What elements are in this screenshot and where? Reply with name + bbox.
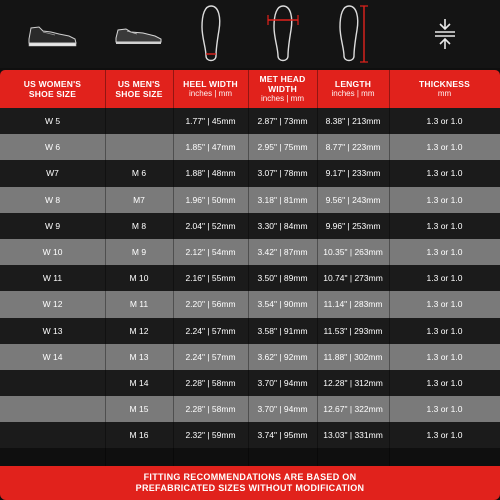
table-row (0, 291, 500, 317)
cell-met: 3.07" | 78mm (257, 168, 308, 179)
cell-met: 3.70" | 94mm (257, 404, 308, 415)
header-line: MET HEAD WIDTH (259, 74, 306, 94)
table-row (0, 239, 500, 265)
cell-men: M 12 (129, 325, 149, 336)
cell-heel: 1.88" | 48mm (185, 168, 236, 179)
table-row (0, 187, 500, 213)
footer-line: PREFABRICATED SIZES WITHOUT MODIFICATION (135, 483, 365, 493)
cell-met: 3.58" | 91mm (257, 325, 308, 336)
cell-thickness: 1.3 or 1.0 (426, 168, 463, 179)
header-line: SHOE SIZE (115, 89, 163, 99)
column-divider (389, 70, 390, 466)
table-body (0, 108, 500, 448)
cell-length: 9.96" | 253mm (325, 220, 381, 231)
cell-men: M 13 (129, 351, 149, 362)
cell-length: 11.53" | 293mm (323, 325, 383, 336)
cell-length: 10.74" | 273mm (323, 273, 383, 284)
cell-thickness: 1.3 or 1.0 (426, 142, 463, 153)
cell-men (105, 134, 173, 160)
cell-met: 3.54" | 90mm (257, 299, 308, 310)
table-row (0, 160, 500, 186)
cell-length: 8.77" | 223mm (325, 142, 381, 153)
cell-thickness: 1.3 or 1.0 (426, 325, 463, 336)
table-row (0, 108, 500, 134)
cell-men: M 15 (129, 404, 149, 415)
cell-thickness: 1.3 or 1.0 (426, 404, 463, 415)
cell-women (0, 370, 105, 396)
cell-men: M 9 (131, 247, 147, 258)
cell-men: M 16 (129, 430, 149, 441)
cell-heel: 2.24" | 57mm (185, 325, 236, 336)
table-row (0, 134, 500, 160)
table-row (0, 370, 500, 396)
cell-men: M 10 (129, 273, 149, 284)
cell-length: 10.35" | 263mm (323, 247, 383, 258)
womens-shoe-icon (0, 0, 105, 68)
cell-thickness: 1.3 or 1.0 (426, 220, 463, 231)
header-line: LENGTH (334, 79, 372, 89)
header-heel-width (173, 70, 248, 108)
header-unit: mm (437, 89, 452, 98)
header-unit: inches | mm (331, 89, 375, 98)
cell-women (0, 422, 105, 448)
cell-met: 3.74" | 95mm (257, 430, 308, 441)
cell-women: W 10 (42, 247, 63, 258)
cell-thickness: 1.3 or 1.0 (426, 299, 463, 310)
cell-met: 3.42" | 87mm (257, 247, 308, 258)
table-header (0, 70, 500, 108)
cell-women: W 6 (44, 142, 61, 153)
header-thickness (389, 70, 500, 108)
met-head-width-insole-icon (248, 0, 317, 68)
column-divider (105, 70, 106, 466)
cell-women (0, 396, 105, 422)
cell-heel: 2.32" | 59mm (185, 430, 236, 441)
cell-length: 11.88" | 302mm (323, 351, 383, 362)
cell-heel: 2.04" | 52mm (185, 220, 236, 231)
cell-heel: 1.85" | 47mm (185, 142, 236, 153)
header-line: SHOE SIZE (28, 89, 77, 99)
cell-heel: 2.16" | 55mm (185, 273, 236, 284)
cell-heel: 1.77" | 45mm (185, 116, 236, 127)
cell-thickness: 1.3 or 1.0 (426, 377, 463, 388)
cell-men: M7 (133, 194, 145, 205)
cell-men: M 8 (131, 220, 147, 231)
cell-men: M 6 (131, 168, 147, 179)
header-line: HEEL WIDTH (183, 79, 238, 89)
cell-thickness: 1.3 or 1.0 (426, 247, 463, 258)
cell-thickness: 1.3 or 1.0 (426, 430, 463, 441)
header-line: US MEN'S (117, 79, 161, 89)
cell-met: 3.62" | 92mm (257, 351, 308, 362)
cell-thickness: 1.3 or 1.0 (426, 116, 463, 127)
cell-men: M 14 (129, 377, 149, 388)
cell-length: 9.17" | 233mm (325, 168, 381, 179)
cell-heel: 2.20" | 56mm (185, 299, 236, 310)
mens-shoe-icon (105, 0, 173, 68)
header-unit: inches | mm (261, 94, 304, 103)
table-row (0, 344, 500, 370)
cell-length: 12.28" | 312mm (323, 377, 383, 388)
cell-women: W 11 (42, 273, 63, 284)
cell-heel: 2.24" | 57mm (185, 351, 236, 362)
column-divider (317, 70, 318, 466)
cell-met: 2.95" | 75mm (257, 142, 308, 153)
icon-row (0, 0, 500, 68)
footer-note (0, 466, 500, 500)
cell-thickness: 1.3 or 1.0 (426, 273, 463, 284)
header-unit: inches | mm (189, 89, 232, 98)
header-mens-size (105, 70, 173, 108)
cell-length: 9.56" | 243mm (325, 194, 381, 205)
cell-women: W 12 (42, 299, 63, 310)
table-row (0, 265, 500, 291)
header-length (317, 70, 389, 108)
table-row (0, 213, 500, 239)
cell-met: 3.70" | 94mm (257, 377, 308, 388)
cell-heel: 2.28" | 58mm (185, 377, 236, 388)
table-row (0, 318, 500, 344)
length-insole-icon (317, 0, 389, 68)
cell-thickness: 1.3 or 1.0 (426, 351, 463, 362)
cell-met: 2.87" | 73mm (257, 116, 308, 127)
heel-width-insole-icon (173, 0, 248, 68)
table-row (0, 422, 500, 448)
cell-met: 3.30" | 84mm (257, 220, 308, 231)
cell-length: 13.03" | 331mm (323, 430, 383, 441)
cell-women: W 5 (44, 116, 61, 127)
cell-length: 11.14" | 283mm (323, 299, 383, 310)
cell-heel: 2.28" | 58mm (185, 404, 236, 415)
table-row (0, 396, 500, 422)
cell-women: W 8 (44, 194, 61, 205)
header-womens-size (0, 70, 105, 108)
column-divider (248, 70, 249, 466)
header-line: US WOMEN'S (23, 79, 82, 89)
cell-women: W 9 (44, 220, 61, 231)
column-divider (173, 70, 174, 466)
cell-men (105, 108, 173, 134)
cell-met: 3.18" | 81mm (257, 194, 308, 205)
cell-women: W7 (46, 168, 59, 179)
footer-line: FITTING RECOMMENDATIONS ARE BASED ON (143, 472, 357, 482)
cell-heel: 1.96" | 50mm (185, 194, 236, 205)
cell-women: W 14 (42, 351, 63, 362)
cell-met: 3.50" | 89mm (257, 273, 308, 284)
cell-length: 8.38" | 213mm (325, 116, 381, 127)
thickness-arrows-icon (389, 0, 500, 68)
cell-heel: 2.12" | 54mm (185, 247, 236, 258)
header-met-head-width (248, 70, 317, 108)
cell-thickness: 1.3 or 1.0 (426, 194, 463, 205)
header-line: THICKNESS (419, 79, 470, 89)
cell-length: 12.67" | 322mm (323, 404, 383, 415)
cell-women: W 13 (42, 325, 63, 336)
cell-men: M 11 (129, 299, 149, 310)
